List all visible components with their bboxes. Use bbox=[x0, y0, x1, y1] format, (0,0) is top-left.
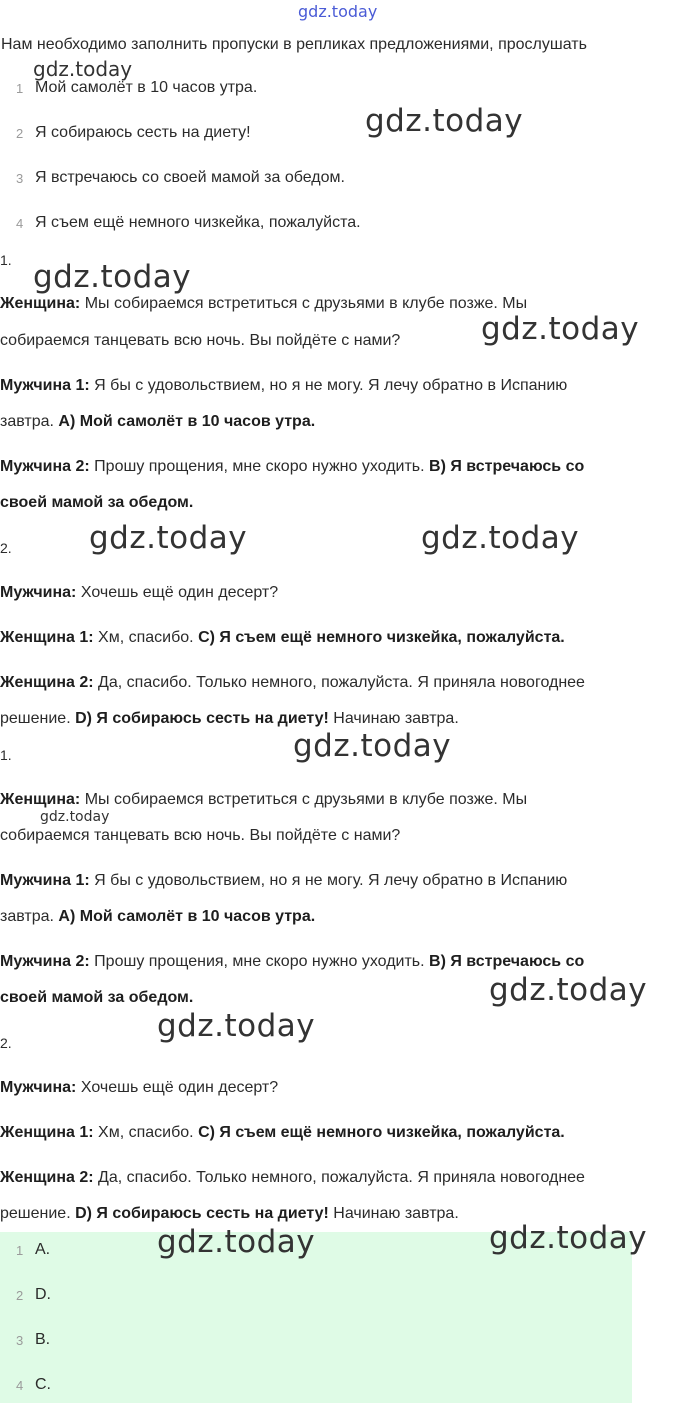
speaker: Женщина 1: bbox=[0, 629, 94, 646]
watermark: gdz.today bbox=[489, 972, 648, 1008]
line-text: завтра. bbox=[0, 413, 59, 430]
watermark: gdz.today bbox=[293, 728, 452, 764]
speaker: Мужчина 2: bbox=[0, 458, 90, 475]
watermark: gdz.today bbox=[33, 259, 192, 295]
option-text: Я съем ещё немного чизкейка, пожалуйста. bbox=[35, 214, 361, 231]
watermark: gdz.today bbox=[89, 520, 248, 556]
line-text: Мы собираемся встретиться с друзьями в клубе позже. Мы bbox=[80, 295, 528, 312]
option-text: Я собираюсь сесть на диету! bbox=[35, 124, 251, 141]
option-number: 2 bbox=[16, 126, 24, 141]
line-text: Мы собираемся встретиться с друзьями в клубе позже. Мы bbox=[80, 791, 528, 808]
answer-insert: А) Мой самолёт в 10 часов утра. bbox=[58, 413, 316, 430]
answer-insert: D) Я собираюсь сесть на диету! bbox=[75, 710, 329, 727]
watermark: gdz.today bbox=[421, 520, 580, 556]
answer-number: 1 bbox=[16, 1243, 24, 1258]
line-text: Прошу прощения, мне скоро нужно уходить. bbox=[89, 953, 430, 970]
dialogue-line bbox=[0, 376, 567, 396]
dialogue-line bbox=[0, 988, 193, 1008]
dialogue-line bbox=[0, 907, 315, 927]
answer-number: 4 bbox=[16, 1378, 24, 1393]
answer-insert: своей мамой за обедом. bbox=[0, 989, 194, 1006]
speaker: Мужчина 1: bbox=[0, 872, 90, 889]
line-text: Хм, спасибо. bbox=[93, 1124, 199, 1141]
line-text: решение. bbox=[0, 1205, 76, 1222]
answer-number: 3 bbox=[16, 1333, 24, 1348]
dialogue-line bbox=[0, 790, 527, 810]
answer-insert: B) Я встречаюсь со bbox=[429, 458, 585, 475]
dialogue-line bbox=[0, 294, 527, 314]
line-text: Я бы с удовольствием, но я не могу. Я лечу обратно в Испанию bbox=[89, 377, 568, 394]
speaker: Женщина 2: bbox=[0, 1169, 94, 1186]
speaker: Мужчина: bbox=[0, 1079, 77, 1096]
watermark: gdz.today bbox=[40, 809, 110, 825]
dialogue-line bbox=[0, 709, 459, 729]
answer-box bbox=[0, 1232, 632, 1403]
speaker: Женщина: bbox=[0, 295, 81, 312]
speaker: Мужчина: bbox=[0, 584, 77, 601]
speaker: Мужчина 1: bbox=[0, 377, 90, 394]
option-text: Я встречаюсь со своей мамой за обедом. bbox=[35, 169, 345, 186]
answer-insert: своей мамой за обедом. bbox=[0, 494, 194, 511]
answer-value: B. bbox=[35, 1331, 51, 1348]
answer-value: D. bbox=[35, 1286, 51, 1303]
option-number: 4 bbox=[16, 216, 24, 231]
line-text: Да, спасибо. Только немного, пожалуйста. Я приняла новогоднее bbox=[93, 674, 585, 691]
answer-number: 2 bbox=[16, 1288, 24, 1303]
dialogue-line bbox=[0, 1204, 459, 1224]
answer-insert: B) Я встречаюсь со bbox=[429, 953, 585, 970]
line-text: Да, спасибо. Только немного, пожалуйста. Я приняла новогоднее bbox=[93, 1169, 585, 1186]
watermark: gdz.today bbox=[33, 57, 133, 81]
dialogue-label: 1. bbox=[0, 747, 12, 763]
line-text: Хочешь ещё один десерт? bbox=[76, 584, 279, 601]
dialogue-line bbox=[0, 1123, 565, 1143]
dialogue-line bbox=[0, 628, 565, 648]
dialogue-line bbox=[0, 412, 315, 432]
line-text: Начинаю завтра. bbox=[328, 710, 459, 727]
dialogue-line bbox=[0, 331, 400, 351]
dialogue-label: 2. bbox=[0, 1035, 12, 1051]
line-text: Начинаю завтра. bbox=[328, 1205, 459, 1222]
speaker: Женщина 2: bbox=[0, 674, 94, 691]
answer-insert: С) Я съем ещё немного чизкейка, пожалуйста. bbox=[198, 1124, 565, 1141]
watermark: gdz.today bbox=[365, 103, 524, 139]
answer-insert: А) Мой самолёт в 10 часов утра. bbox=[58, 908, 316, 925]
watermark: gdz.today bbox=[481, 311, 640, 347]
answer-insert: D) Я собираюсь сесть на диету! bbox=[75, 1205, 329, 1222]
dialogue-label: 2. bbox=[0, 540, 12, 556]
speaker: Мужчина 2: bbox=[0, 953, 90, 970]
answer-value: A. bbox=[35, 1241, 51, 1258]
dialogue-line bbox=[0, 952, 584, 972]
dialogue-line bbox=[0, 457, 584, 477]
dialogue-line bbox=[0, 583, 278, 603]
watermark: gdz.today bbox=[157, 1224, 316, 1260]
watermark: gdz.today bbox=[489, 1220, 648, 1256]
dialogue-line bbox=[0, 1078, 278, 1098]
speaker: Женщина: bbox=[0, 791, 81, 808]
dialogue-line bbox=[0, 871, 567, 891]
option-number: 3 bbox=[16, 171, 24, 186]
line-text: решение. bbox=[0, 710, 76, 727]
line-text: Прошу прощения, мне скоро нужно уходить. bbox=[89, 458, 430, 475]
speaker: Женщина 1: bbox=[0, 1124, 94, 1141]
option-number: 1 bbox=[16, 81, 24, 96]
watermark-top: gdz.today bbox=[298, 2, 378, 21]
line-text: завтра. bbox=[0, 908, 59, 925]
answer-value: C. bbox=[35, 1376, 51, 1393]
watermark: gdz.today bbox=[157, 1008, 316, 1044]
line-text: Я бы с удовольствием, но я не могу. Я лечу обратно в Испанию bbox=[89, 872, 568, 889]
line-text: собираемся танцевать всю ночь. Вы пойдёте с нами? bbox=[0, 332, 401, 349]
line-text: собираемся танцевать всю ночь. Вы пойдёте с нами? bbox=[0, 827, 401, 844]
dialogue-line bbox=[0, 673, 585, 693]
task-instruction: Нам необходимо заполнить пропуски в репликах предложениями, прослушать bbox=[1, 36, 587, 53]
dialogue-line bbox=[0, 493, 193, 513]
dialogue-line bbox=[0, 826, 400, 846]
line-text: Хм, спасибо. bbox=[93, 629, 199, 646]
dialogue-label: 1. bbox=[0, 252, 12, 268]
line-text: Хочешь ещё один десерт? bbox=[76, 1079, 279, 1096]
dialogue-line bbox=[0, 1168, 585, 1188]
answer-insert: С) Я съем ещё немного чизкейка, пожалуйста. bbox=[198, 629, 565, 646]
option-text: Мой самолёт в 10 часов утра. bbox=[35, 79, 258, 96]
